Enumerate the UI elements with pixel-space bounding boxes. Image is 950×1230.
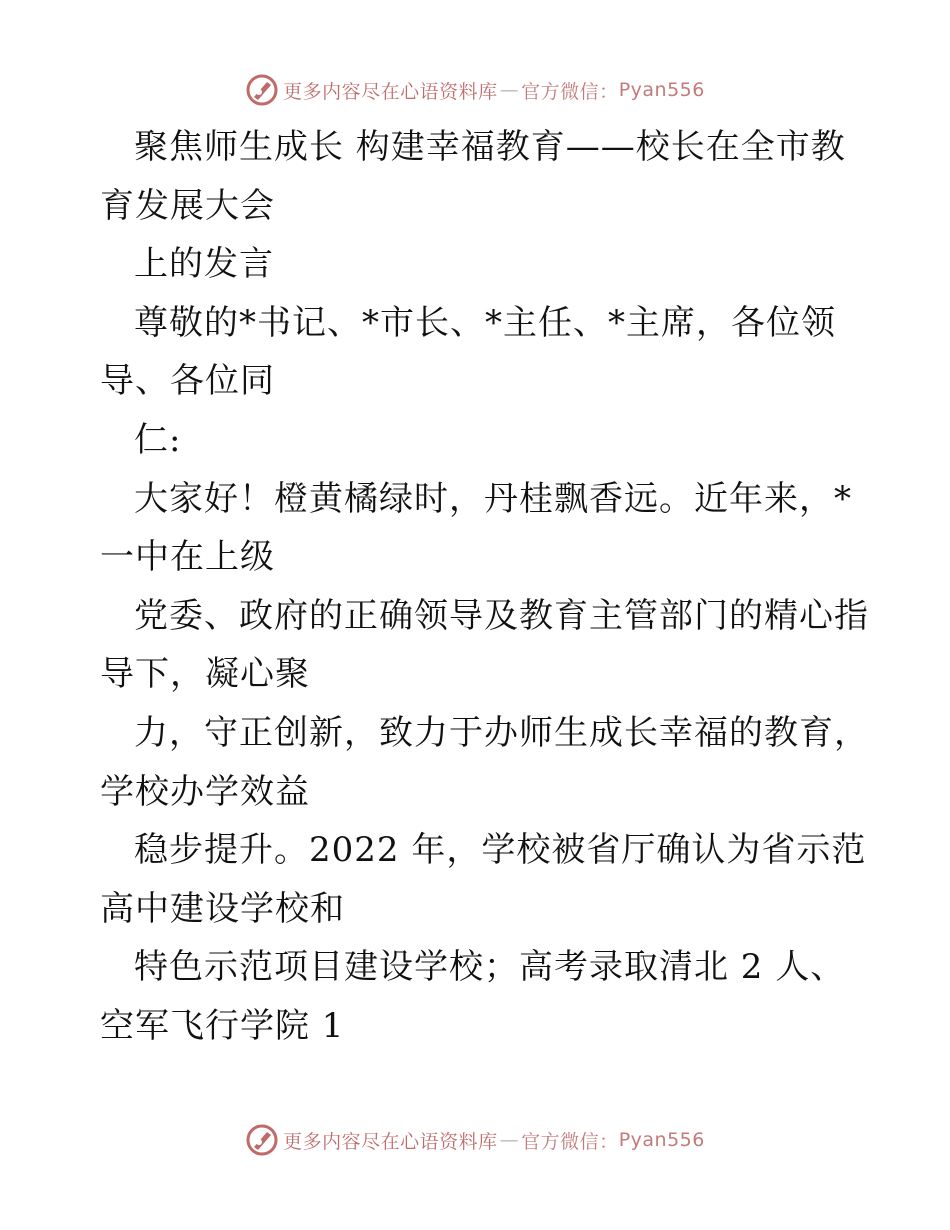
doc-line: 育发展大会 [100, 185, 275, 226]
doc-line: 导、各位同 [100, 361, 275, 402]
document-body [100, 118, 869, 1056]
doc-line: 上的发言 [134, 244, 274, 285]
footer-banner [0, 1122, 950, 1158]
banner-side-text: 官方微信： [521, 80, 619, 103]
doc-line: 尊敬的*书记、*市长、*主任、*主席，各位领 [134, 302, 836, 343]
banner-dash: — [499, 79, 520, 101]
doc-line: 特色示范项目建设学校；高考录取清北 2 人、 [134, 947, 846, 988]
doc-line: 党委、政府的正确领导及教育主管部门的精心指 [134, 595, 869, 636]
banner-main-text: 更多内容尽在心语资料库 [283, 80, 498, 103]
banner-side-text: 官方微信： [521, 1130, 619, 1153]
header-banner [0, 72, 950, 108]
banner-wechat-id: Pyan556 [618, 79, 705, 101]
banner-wechat-id: Pyan556 [618, 1129, 705, 1151]
doc-line: 大家好！橙黄橘绿时，丹桂飘香远。近年来，* [134, 478, 852, 519]
banner-main-text: 更多内容尽在心语资料库 [283, 1130, 498, 1153]
doc-line: 稳步提升。2022 年，学校被省厅确认为省示范 [134, 830, 867, 871]
pen-circle-logo-icon [245, 1123, 279, 1157]
banner-dash: — [499, 1129, 520, 1151]
doc-line: 聚焦师生成长 构建幸福教育——校长在全市教 [134, 127, 846, 167]
pen-circle-logo-icon [245, 73, 279, 107]
doc-line: 导下，凝心聚 [100, 654, 310, 695]
doc-line: 高中建设学校和 [100, 888, 345, 929]
doc-line: 空军飞行学院 1 [100, 1005, 345, 1046]
doc-line: 仁: [134, 419, 182, 460]
doc-line: 学校办学效益 [100, 771, 310, 812]
doc-line: 力，守正创新，致力于办师生成长幸福的教育， [134, 712, 869, 753]
doc-line: 一中在上级 [100, 537, 275, 578]
